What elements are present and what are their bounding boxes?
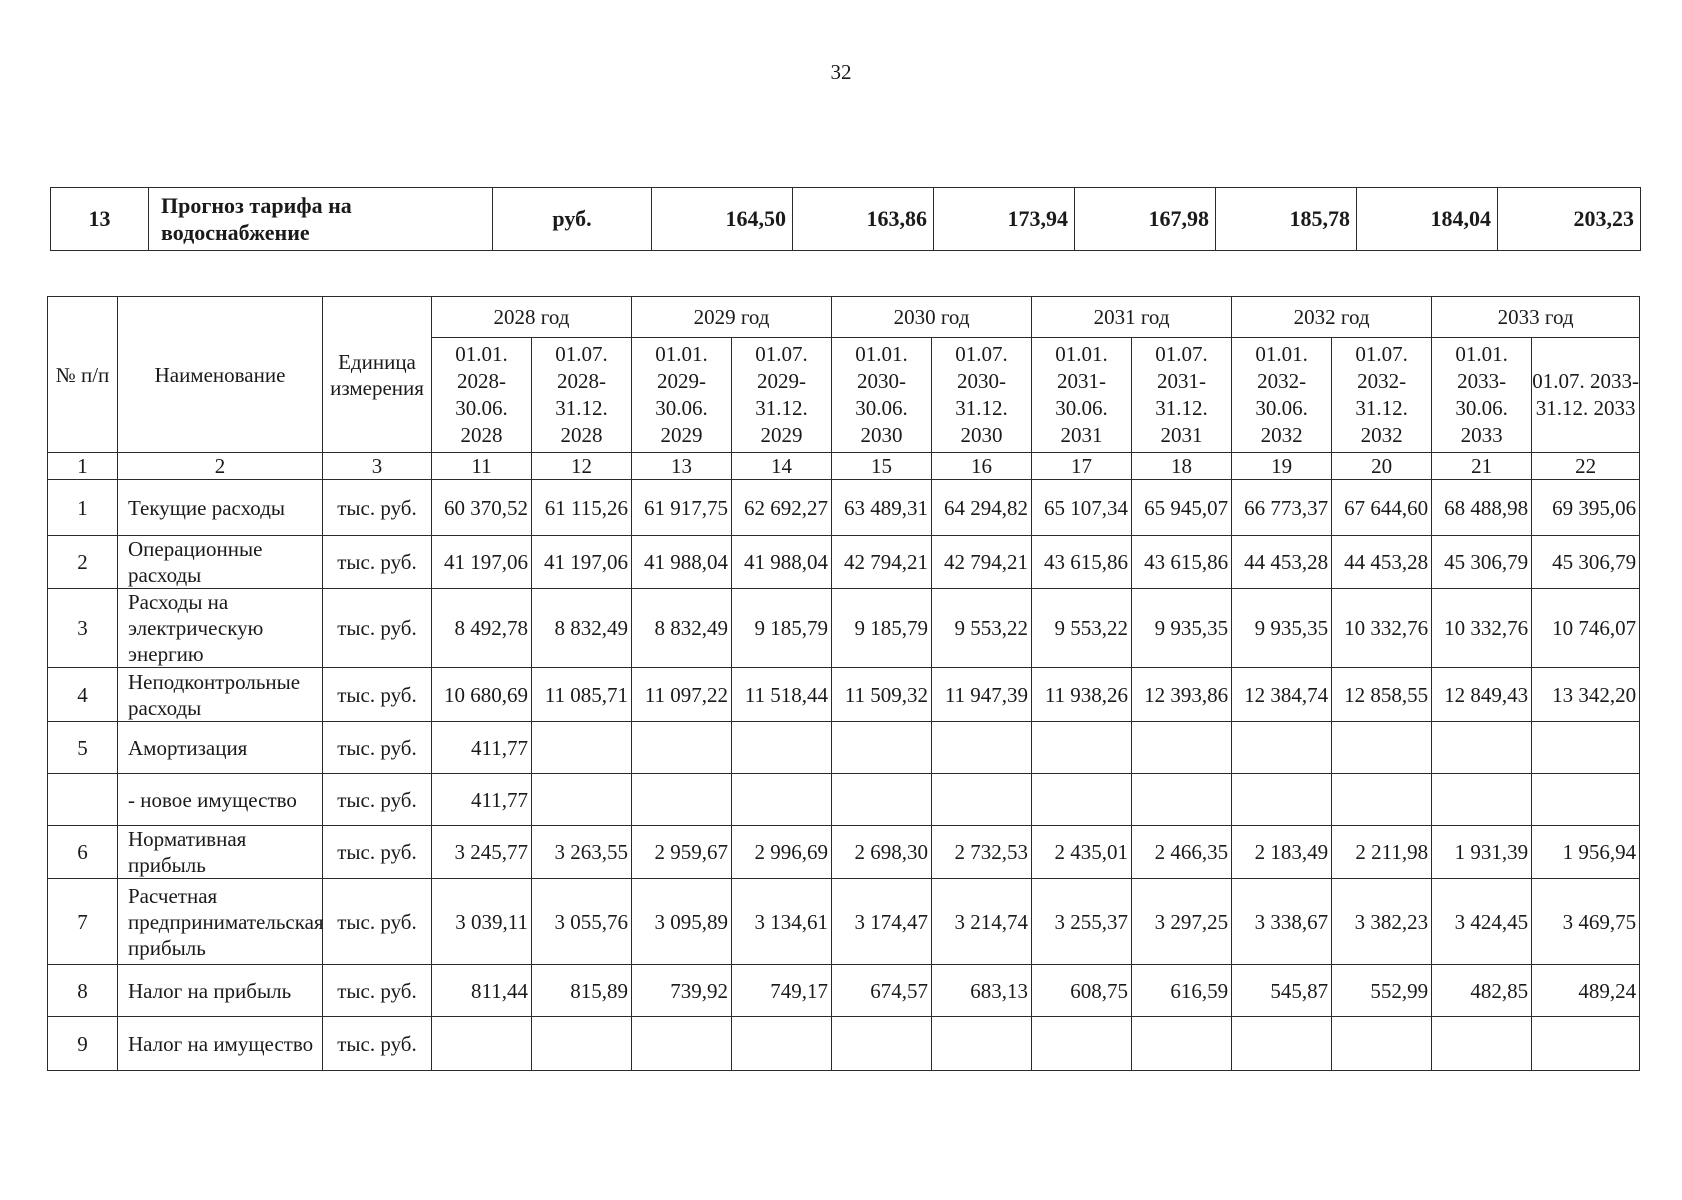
value-cell: 11 085,71 [532, 668, 632, 722]
row-number: 3 [48, 589, 118, 668]
row-unit: тыс. руб. [323, 774, 432, 826]
value-cell: 2 732,53 [932, 826, 1032, 879]
table-row [48, 826, 1640, 879]
value-cell: 43 615,86 [1032, 536, 1132, 589]
value-cell: 2 435,01 [1032, 826, 1132, 879]
value-cell: 65 945,07 [1132, 480, 1232, 536]
value-cell [632, 774, 732, 826]
value-cell: 45 306,79 [1432, 536, 1532, 589]
value-cell: 3 424,45 [1432, 879, 1532, 965]
row-name: - новое имущество [118, 774, 323, 826]
value-cell: 12 858,55 [1332, 668, 1432, 722]
value-cell [1332, 774, 1432, 826]
header-period: 01.07. 2033- 31.12. 2033 [1532, 338, 1640, 453]
value-cell: 64 294,82 [932, 480, 1032, 536]
header-period: 01.07. 2029- 31.12. 2029 [732, 338, 832, 453]
row-name: Операционные расходы [118, 536, 323, 589]
value-cell: 1 956,94 [1532, 826, 1640, 879]
value-cell: 12 393,86 [1132, 668, 1232, 722]
value-cell [532, 1017, 632, 1071]
value-cell [632, 1017, 732, 1071]
value-cell [532, 774, 632, 826]
column-index-cell: 1 [48, 453, 118, 480]
value-cell: 552,99 [1332, 965, 1432, 1017]
value-cell [932, 722, 1032, 774]
column-index-cell: 22 [1532, 453, 1640, 480]
value-cell: 815,89 [532, 965, 632, 1017]
value-cell [1232, 1017, 1332, 1071]
forecast-table [47, 296, 1640, 1071]
table-row [48, 774, 1640, 826]
value-cell: 41 988,04 [732, 536, 832, 589]
column-index-cell: 20 [1332, 453, 1432, 480]
value-cell: 9 935,35 [1132, 589, 1232, 668]
value-cell: 489,24 [1532, 965, 1640, 1017]
header-period: 01.07. 2032- 31.12. 2032 [1332, 338, 1432, 453]
row-unit: тыс. руб. [323, 589, 432, 668]
row-unit: тыс. руб. [323, 879, 432, 965]
table-row [48, 965, 1640, 1017]
value-cell: 9 185,79 [832, 589, 932, 668]
value-cell [632, 722, 732, 774]
row-name: Налог на имущество [118, 1017, 323, 1071]
row-name: Расчетная предпринимательская прибыль [118, 879, 323, 965]
value-cell: 62 692,27 [732, 480, 832, 536]
header-period: 01.01. 2029- 30.06. 2029 [632, 338, 732, 453]
value-cell [932, 1017, 1032, 1071]
column-index-cell: 3 [323, 453, 432, 480]
value-cell: 8 832,49 [632, 589, 732, 668]
header-year: 2032 год [1232, 297, 1432, 338]
value-cell: 3 297,25 [1132, 879, 1232, 965]
table-row [48, 589, 1640, 668]
summary-row-name: Прогноз тарифа на водоснабжение [149, 188, 493, 251]
row-unit: тыс. руб. [323, 1017, 432, 1071]
value-cell: 8 832,49 [532, 589, 632, 668]
value-cell: 2 466,35 [1132, 826, 1232, 879]
value-cell: 60 370,52 [432, 480, 532, 536]
value-cell [932, 774, 1032, 826]
summary-row [51, 188, 1641, 251]
row-name: Текущие расходы [118, 480, 323, 536]
value-cell: 411,77 [432, 774, 532, 826]
value-cell [1432, 722, 1532, 774]
summary-row-unit: руб. [493, 188, 652, 251]
value-cell: 10 680,69 [432, 668, 532, 722]
header-year: 2033 год [1432, 297, 1640, 338]
value-cell: 3 263,55 [532, 826, 632, 879]
value-cell [1332, 1017, 1432, 1071]
value-cell [1532, 1017, 1640, 1071]
row-number: 1 [48, 480, 118, 536]
tariff-summary-table [50, 187, 1641, 251]
column-index-cell: 13 [632, 453, 732, 480]
value-cell: 3 039,11 [432, 879, 532, 965]
value-cell: 10 746,07 [1532, 589, 1640, 668]
value-cell [1232, 722, 1332, 774]
value-cell: 411,77 [432, 722, 532, 774]
value-cell: 67 644,60 [1332, 480, 1432, 536]
row-number: 6 [48, 826, 118, 879]
value-cell: 616,59 [1132, 965, 1232, 1017]
header-unit: Единица измерения [323, 297, 432, 453]
table-row [48, 668, 1640, 722]
header-period: 01.01. 2030- 30.06. 2030 [832, 338, 932, 453]
value-cell: 3 245,77 [432, 826, 532, 879]
column-index-cell: 18 [1132, 453, 1232, 480]
value-cell: 10 332,76 [1432, 589, 1532, 668]
value-cell: 3 338,67 [1232, 879, 1332, 965]
value-cell: 13 342,20 [1532, 668, 1640, 722]
value-cell: 683,13 [932, 965, 1032, 1017]
header-number: № п/п [48, 297, 118, 453]
value-cell [1132, 722, 1232, 774]
value-cell: 41 197,06 [532, 536, 632, 589]
value-cell: 42 794,21 [832, 536, 932, 589]
value-cell: 2 183,49 [1232, 826, 1332, 879]
header-year: 2030 год [832, 297, 1032, 338]
value-cell: 9 553,22 [932, 589, 1032, 668]
value-cell: 3 382,23 [1332, 879, 1432, 965]
value-cell: 45 306,79 [1532, 536, 1640, 589]
summary-value: 203,23 [1498, 188, 1641, 251]
summary-value: 163,86 [793, 188, 934, 251]
value-cell [832, 722, 932, 774]
value-cell: 3 055,76 [532, 879, 632, 965]
column-index-cell: 14 [732, 453, 832, 480]
value-cell: 11 947,39 [932, 668, 1032, 722]
value-cell [1032, 722, 1132, 774]
value-cell: 1 931,39 [1432, 826, 1532, 879]
header-row-years [48, 297, 1640, 338]
value-cell: 482,85 [1432, 965, 1532, 1017]
value-cell: 12 384,74 [1232, 668, 1332, 722]
value-cell: 12 849,43 [1432, 668, 1532, 722]
summary-value: 164,50 [652, 188, 793, 251]
value-cell [532, 722, 632, 774]
value-cell: 44 453,28 [1332, 536, 1432, 589]
column-index-cell: 15 [832, 453, 932, 480]
header-period: 01.01. 2028- 30.06. 2028 [432, 338, 532, 453]
column-index-cell: 16 [932, 453, 1032, 480]
value-cell: 42 794,21 [932, 536, 1032, 589]
row-name: Нормативная прибыль [118, 826, 323, 879]
value-cell: 739,92 [632, 965, 732, 1017]
summary-value: 167,98 [1075, 188, 1216, 251]
summary-value: 185,78 [1216, 188, 1357, 251]
table-row [48, 1017, 1640, 1071]
column-index-cell: 11 [432, 453, 532, 480]
row-number: 9 [48, 1017, 118, 1071]
value-cell: 3 174,47 [832, 879, 932, 965]
value-cell [432, 1017, 532, 1071]
value-cell: 608,75 [1032, 965, 1132, 1017]
value-cell [1032, 1017, 1132, 1071]
summary-row-number: 13 [51, 188, 149, 251]
header-period: 01.01. 2032- 30.06. 2032 [1232, 338, 1332, 453]
column-index-cell: 2 [118, 453, 323, 480]
value-cell [1432, 1017, 1532, 1071]
value-cell: 11 938,26 [1032, 668, 1132, 722]
value-cell [1232, 774, 1332, 826]
value-cell: 63 489,31 [832, 480, 932, 536]
row-unit: тыс. руб. [323, 826, 432, 879]
header-year: 2028 год [432, 297, 632, 338]
header-period: 01.07. 2028- 31.12. 2028 [532, 338, 632, 453]
value-cell: 9 935,35 [1232, 589, 1332, 668]
row-number: 2 [48, 536, 118, 589]
row-number: 8 [48, 965, 118, 1017]
table-row [48, 480, 1640, 536]
row-unit: тыс. руб. [323, 722, 432, 774]
value-cell [1132, 774, 1232, 826]
value-cell: 66 773,37 [1232, 480, 1332, 536]
value-cell: 545,87 [1232, 965, 1332, 1017]
value-cell: 674,57 [832, 965, 932, 1017]
value-cell: 3 134,61 [732, 879, 832, 965]
value-cell: 9 553,22 [1032, 589, 1132, 668]
value-cell [1032, 774, 1132, 826]
value-cell [1132, 1017, 1232, 1071]
forecast-table-body [48, 480, 1640, 1071]
header-period: 01.07. 2030- 31.12. 2030 [932, 338, 1032, 453]
value-cell: 749,17 [732, 965, 832, 1017]
column-index-row [48, 453, 1640, 480]
value-cell: 3 255,37 [1032, 879, 1132, 965]
value-cell [732, 774, 832, 826]
value-cell [1532, 722, 1640, 774]
row-name: Налог на прибыль [118, 965, 323, 1017]
value-cell: 41 988,04 [632, 536, 732, 589]
row-number [48, 774, 118, 826]
value-cell [732, 722, 832, 774]
value-cell: 2 959,67 [632, 826, 732, 879]
value-cell: 11 097,22 [632, 668, 732, 722]
value-cell [732, 1017, 832, 1071]
value-cell: 41 197,06 [432, 536, 532, 589]
row-number: 7 [48, 879, 118, 965]
value-cell: 10 332,76 [1332, 589, 1432, 668]
value-cell: 2 698,30 [832, 826, 932, 879]
row-name: Неподконтрольные расходы [118, 668, 323, 722]
row-unit: тыс. руб. [323, 668, 432, 722]
value-cell [1532, 774, 1640, 826]
value-cell: 11 518,44 [732, 668, 832, 722]
value-cell: 3 469,75 [1532, 879, 1640, 965]
row-name: Амортизация [118, 722, 323, 774]
column-index-cell: 17 [1032, 453, 1132, 480]
header-period: 01.07. 2031- 31.12. 2031 [1132, 338, 1232, 453]
value-cell: 3 214,74 [932, 879, 1032, 965]
summary-value: 184,04 [1357, 188, 1498, 251]
value-cell: 65 107,34 [1032, 480, 1132, 536]
row-unit: тыс. руб. [323, 536, 432, 589]
value-cell: 68 488,98 [1432, 480, 1532, 536]
value-cell: 43 615,86 [1132, 536, 1232, 589]
value-cell: 2 996,69 [732, 826, 832, 879]
column-index-cell: 21 [1432, 453, 1532, 480]
value-cell [832, 774, 932, 826]
value-cell: 69 395,06 [1532, 480, 1640, 536]
table-row [48, 879, 1640, 965]
value-cell: 2 211,98 [1332, 826, 1432, 879]
header-year: 2029 год [632, 297, 832, 338]
header-year: 2031 год [1032, 297, 1232, 338]
header-period: 01.01. 2031- 30.06. 2031 [1032, 338, 1132, 453]
row-name: Расходы на электрическую энергию [118, 589, 323, 668]
row-number: 5 [48, 722, 118, 774]
row-unit: тыс. руб. [323, 965, 432, 1017]
value-cell: 44 453,28 [1232, 536, 1332, 589]
row-number: 4 [48, 668, 118, 722]
value-cell: 3 095,89 [632, 879, 732, 965]
value-cell [832, 1017, 932, 1071]
value-cell: 8 492,78 [432, 589, 532, 668]
value-cell: 61 115,26 [532, 480, 632, 536]
column-index-cell: 19 [1232, 453, 1332, 480]
value-cell: 11 509,32 [832, 668, 932, 722]
column-index-cell: 12 [532, 453, 632, 480]
row-unit: тыс. руб. [323, 480, 432, 536]
value-cell [1432, 774, 1532, 826]
value-cell: 61 917,75 [632, 480, 732, 536]
header-period: 01.01. 2033- 30.06. 2033 [1432, 338, 1532, 453]
table-row [48, 536, 1640, 589]
page-number: 32 [830, 60, 852, 84]
value-cell [1332, 722, 1432, 774]
value-cell: 811,44 [432, 965, 532, 1017]
value-cell: 9 185,79 [732, 589, 832, 668]
summary-value: 173,94 [934, 188, 1075, 251]
table-row [48, 722, 1640, 774]
header-name: Наименование [118, 297, 323, 453]
